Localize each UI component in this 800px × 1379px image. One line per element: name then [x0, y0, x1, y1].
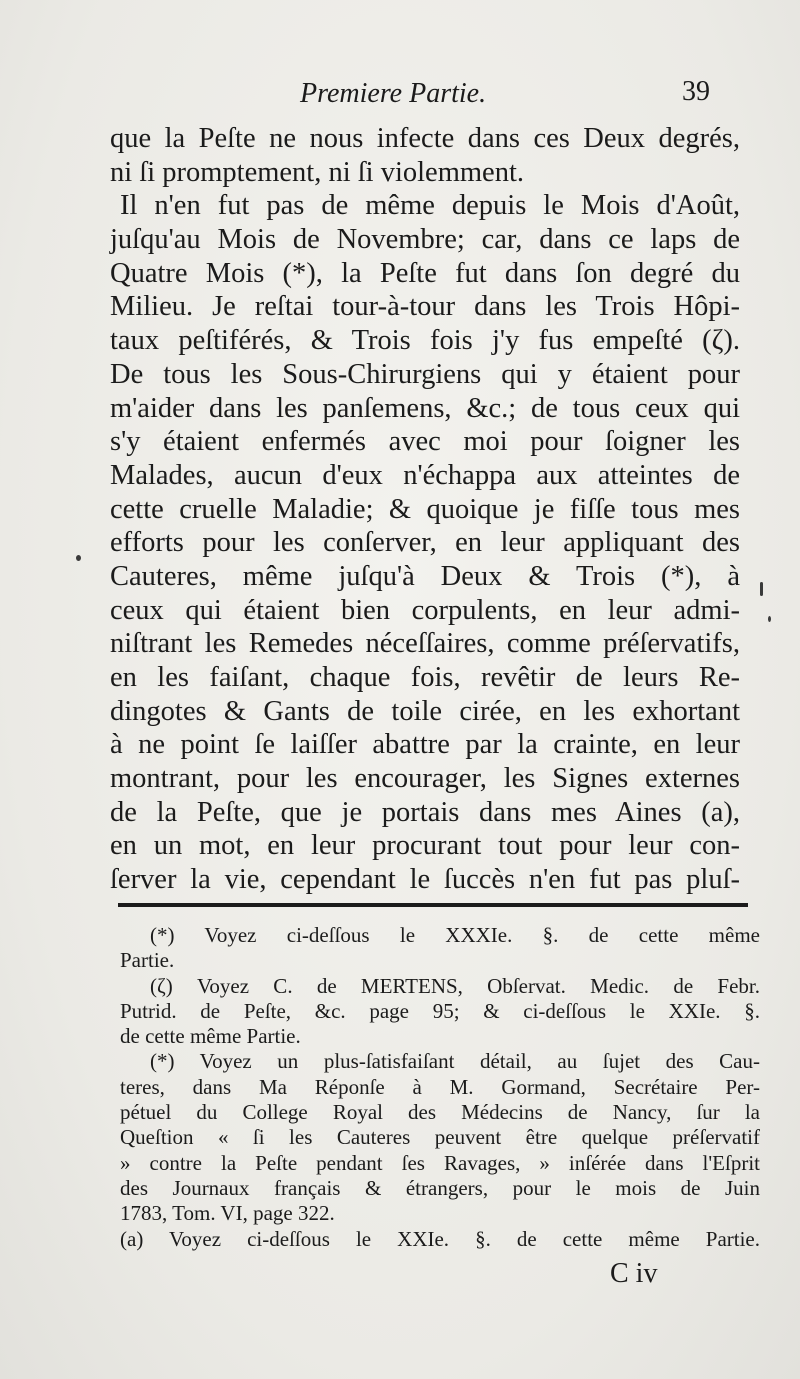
footnote-line: de cette même Partie. [120, 1024, 301, 1049]
text-line: que la Peſte ne nous infecte dans ces Deux degrés, [110, 123, 740, 154]
text-line: en les faiſant, chaque fois, revêtir de leurs Re- [110, 662, 740, 693]
signature-mark: C iv [610, 1258, 658, 1289]
text-line: à ne point ſe laiſſer abattre par la crainte, en leur [110, 729, 740, 761]
text-line: de la Peſte, que je portais dans mes Aines (a), [110, 796, 740, 828]
text-line: m'aider dans les panſemens, &c.; de tous ceux qui [110, 392, 740, 424]
footnote-line: pétuel du College Royal des Médecins de Nancy, ſur la [120, 1100, 760, 1125]
footnotes [120, 923, 760, 1252]
footnote-line: (ζ) Voyez C. de MERTENS, Obſervat. Medic. de Febr. [150, 973, 760, 998]
text-line: ceux qui étaient bien corpulents, en leur admi- [110, 594, 740, 626]
footnote-line: des Journaux français & étrangers, pour le mois de Juin [120, 1175, 760, 1200]
footnote-line: Partie. [120, 948, 175, 973]
text-line: juſqu'au Mois de Novembre; car, dans ce laps de [110, 224, 740, 256]
text-line: s'y étaient enfermés avec moi pour ſoigner les [110, 426, 740, 458]
text-line: en un mot, en leur procurant tout pour leur con- [110, 830, 740, 862]
page-number: 39 [682, 76, 710, 107]
main-text [110, 122, 740, 897]
text-line: Milieu. Je reſtai tour-à-tour dans les Trois Hôpi- [110, 291, 740, 323]
text-line: Il n'en fut pas de même depuis le Mois d'Août, [120, 190, 740, 222]
text-line: Quatre Mois (*), la Peſte fut dans ſon degré du [110, 257, 740, 289]
ink-speck [768, 616, 771, 622]
footnote-line: 1783, Tom. VI, page 322. [120, 1201, 335, 1226]
footnote-line: (a) Voyez ci-deſſous le XXIe. §. de cette même Partie. [120, 1226, 760, 1251]
footnote-line: teres, dans Ma Réponſe à M. Gormand, Secrétaire Per- [120, 1074, 760, 1099]
text-line: taux peſtiférés, & Trois fois j'y fus empeſté (ζ). [110, 325, 740, 357]
text-line: Cauteres, même juſqu'à Deux & Trois (*), à [110, 560, 740, 592]
text-line: ſerver la vie, cependant le ſuccès n'en fut pas pluſ- [110, 864, 740, 896]
text-line: ni ſi promptement, ni ſi violemment. [110, 156, 524, 188]
text-line: efforts pour les conſerver, en leur appliquant des [110, 527, 740, 559]
footnote-divider [118, 903, 748, 907]
page-header [110, 78, 710, 118]
text-line: Malades, aucun d'eux n'échappa aux atteintes de [110, 459, 740, 491]
text-line: dingotes & Gants de toile cirée, en les exhortant [110, 695, 740, 727]
text-line: montrant, pour les encourager, les Signes externes [110, 763, 740, 795]
footnote-line: (*) Voyez un plus-ſatisfaiſant détail, au ſujet des Cau- [150, 1049, 760, 1074]
text-line: De tous les Sous-Chirurgiens qui y étaient pour [110, 358, 740, 390]
footnote-line: Putrid. de Peſte, &c. page 95; & ci-deſſous le XXIe. §. [120, 998, 760, 1023]
text-line: cette cruelle Maladie; & quoique je fiſſe tous mes [110, 493, 740, 525]
footnote-line: (*) Voyez ci-deſſous le XXXIe. §. de cette même [150, 923, 760, 947]
text-line: niſtrant les Remedes néceſſaires, comme préſervatifs, [110, 628, 740, 660]
ink-speck [76, 555, 81, 561]
footnote-line: Queſtion « ſi les Cauteres peuvent être quelque préſervatif [120, 1125, 760, 1150]
ink-speck [760, 582, 763, 596]
running-title: Premiere Partie. [300, 78, 487, 109]
footnote-line: » contre la Peſte pendant ſes Ravages, » inſérée dans l'Eſprit [120, 1150, 760, 1175]
